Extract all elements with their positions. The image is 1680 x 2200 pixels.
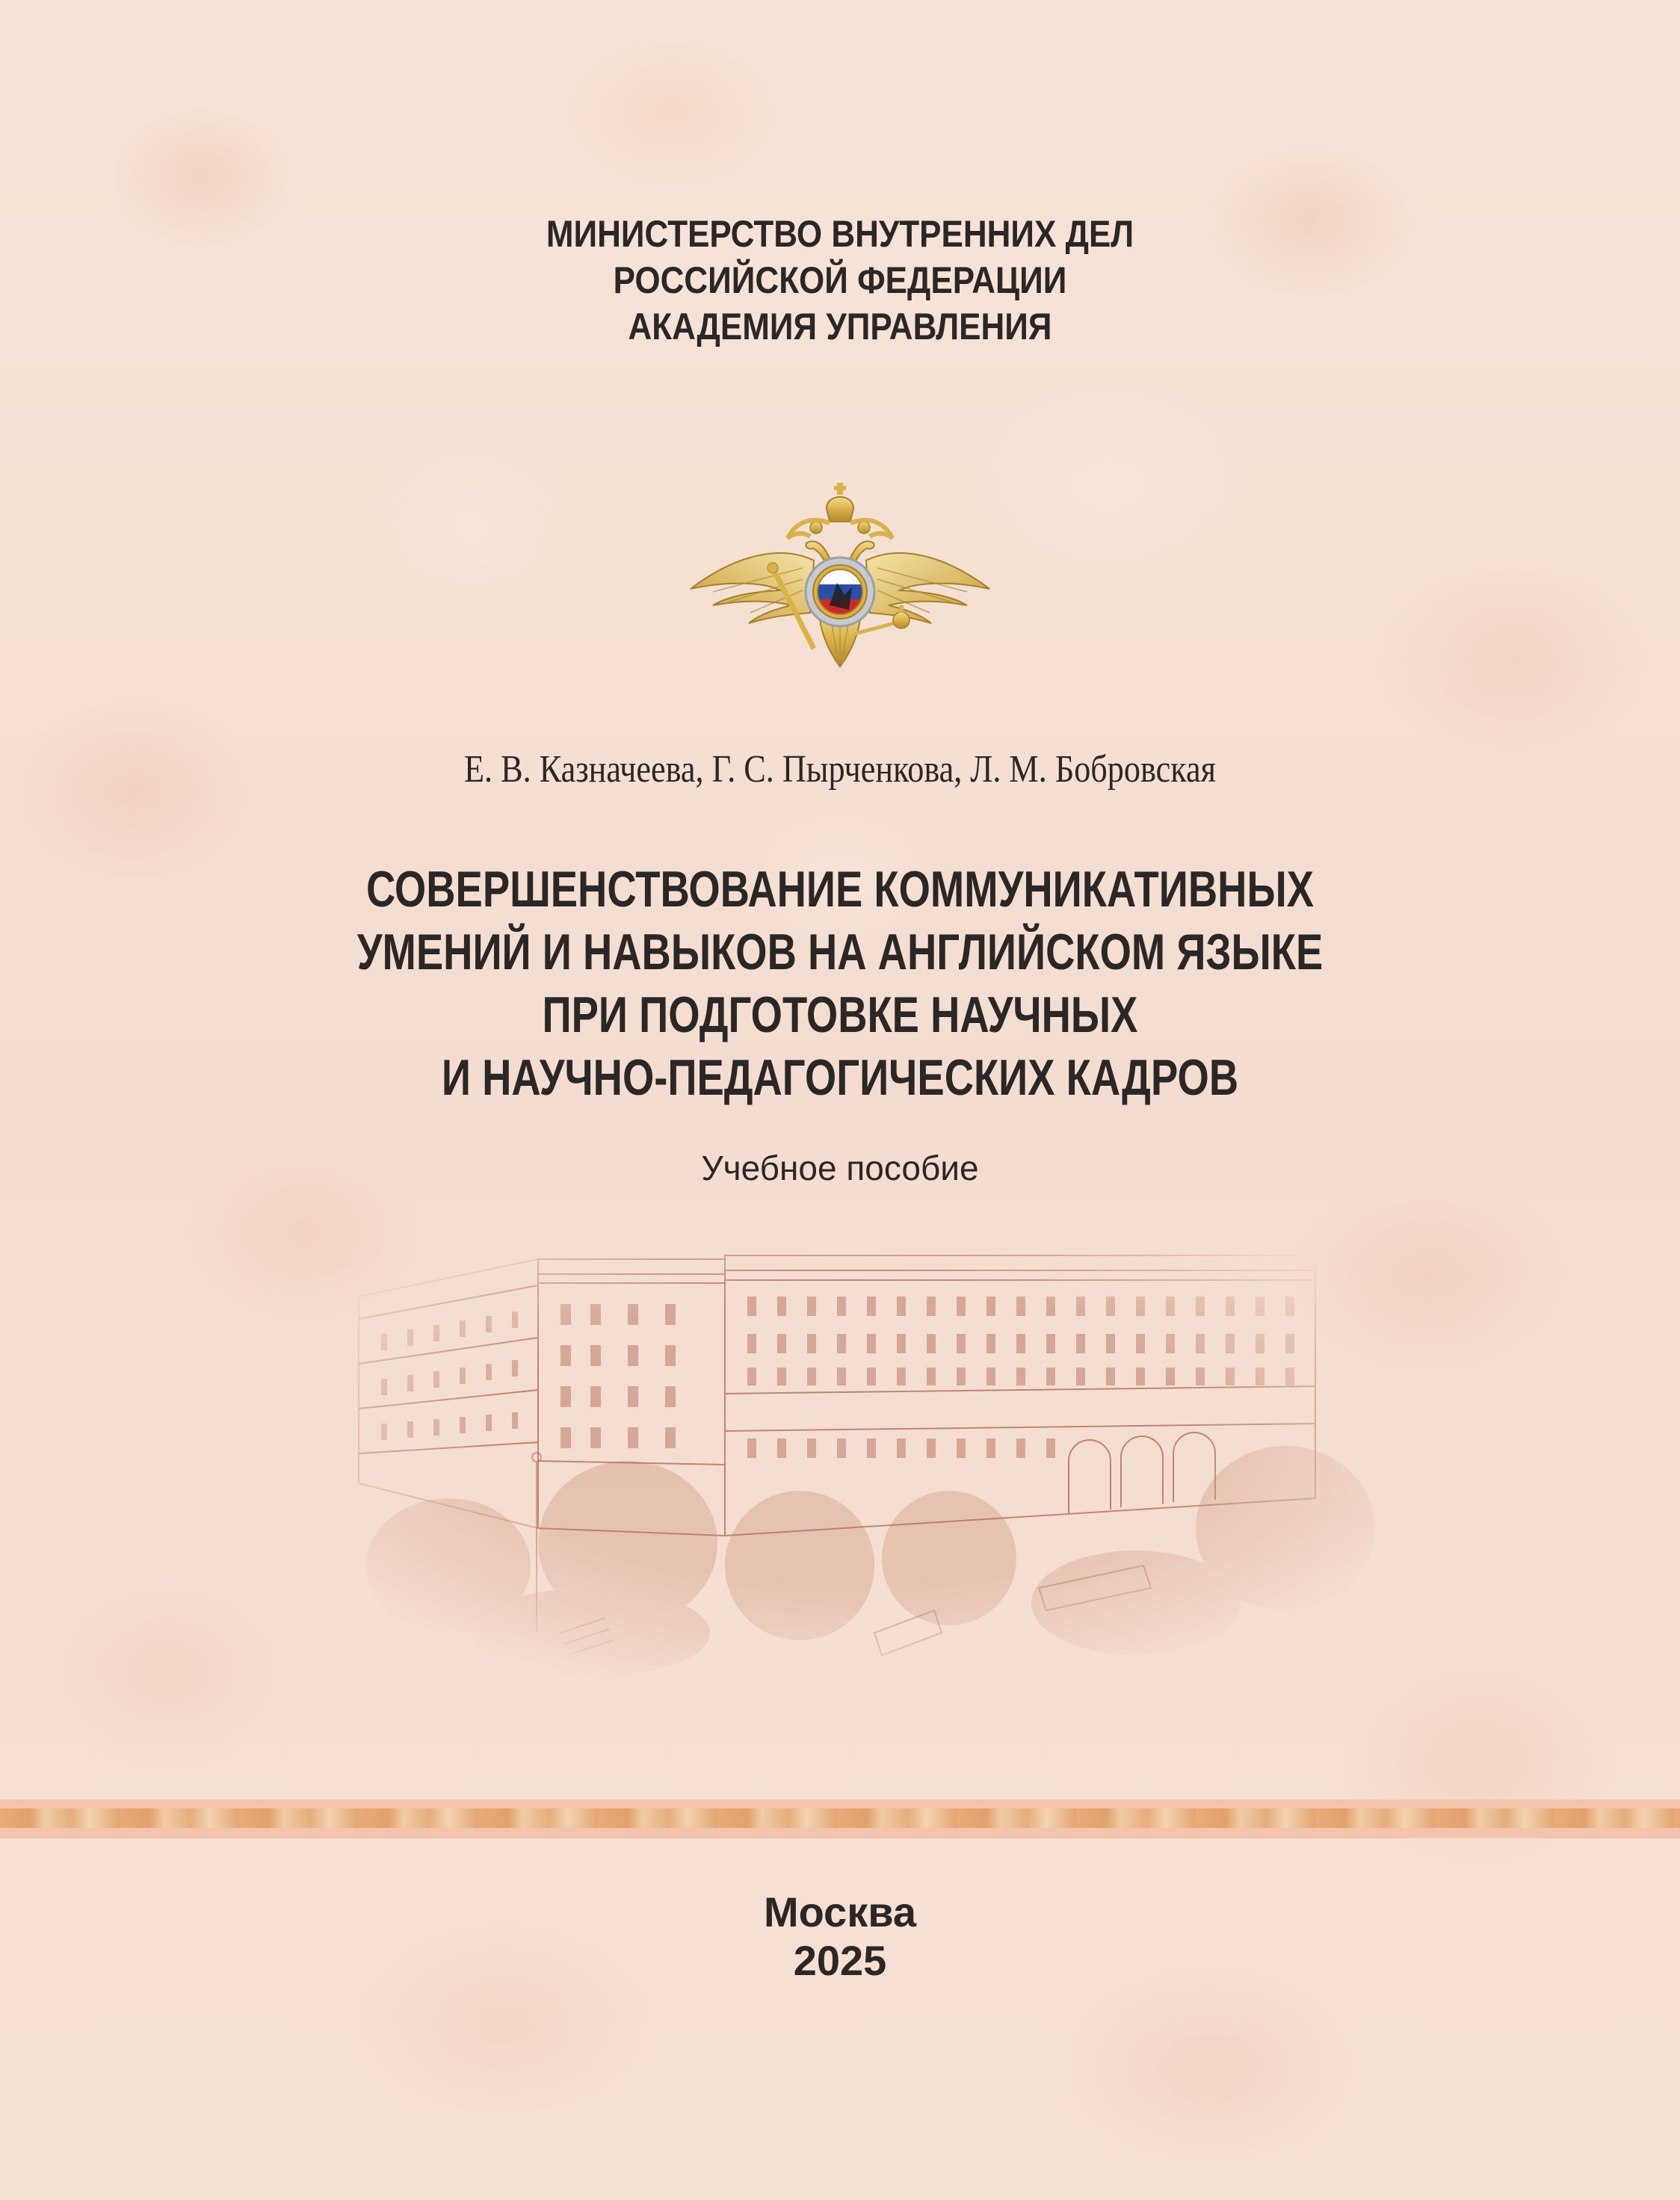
authors-line: Е. В. Казначеева, Г. С. Пырченкова, Л. М. Бобровская	[464, 748, 1216, 791]
ministry-line-2: РОССИЙСКОЙ ФЕДЕРАЦИИ	[613, 259, 1067, 301]
double-headed-eagle-emblem-icon	[661, 463, 1019, 680]
ministry-line-3: АКАДЕМИЯ УПРАВЛЕНИЯ	[628, 306, 1052, 347]
title-line-4: И НАУЧНО-ПЕДАГОГИЧЕСКИХ КАДРОВ	[441, 1049, 1239, 1106]
decorative-band	[0, 1799, 1680, 1838]
publication-city: Москва	[763, 1888, 917, 1935]
publication-year: 2025	[793, 1937, 887, 1984]
publication-type: Учебное пособие	[701, 1149, 979, 1187]
book-title	[168, 858, 1512, 1109]
title-line-3: ПРИ ПОДГОТОВКЕ НАУЧНЫХ	[542, 986, 1138, 1043]
title-line-1: СОВЕРШЕНСТВОВАНИЕ КОММУНИКАТИВНЫХ	[366, 861, 1314, 918]
ministry-header	[101, 211, 1579, 350]
academy-building-engraving-icon	[277, 1214, 1412, 1678]
decorative-band-marble-strip	[0, 1808, 1680, 1828]
title-line-2: УМЕНИЙ И НАВЫКОВ НА АНГЛИЙСКОМ ЯЗЫКЕ	[356, 924, 1324, 980]
ministry-line-1: МИНИСТЕРСТВО ВНУТРЕННИХ ДЕЛ	[546, 213, 1134, 255]
